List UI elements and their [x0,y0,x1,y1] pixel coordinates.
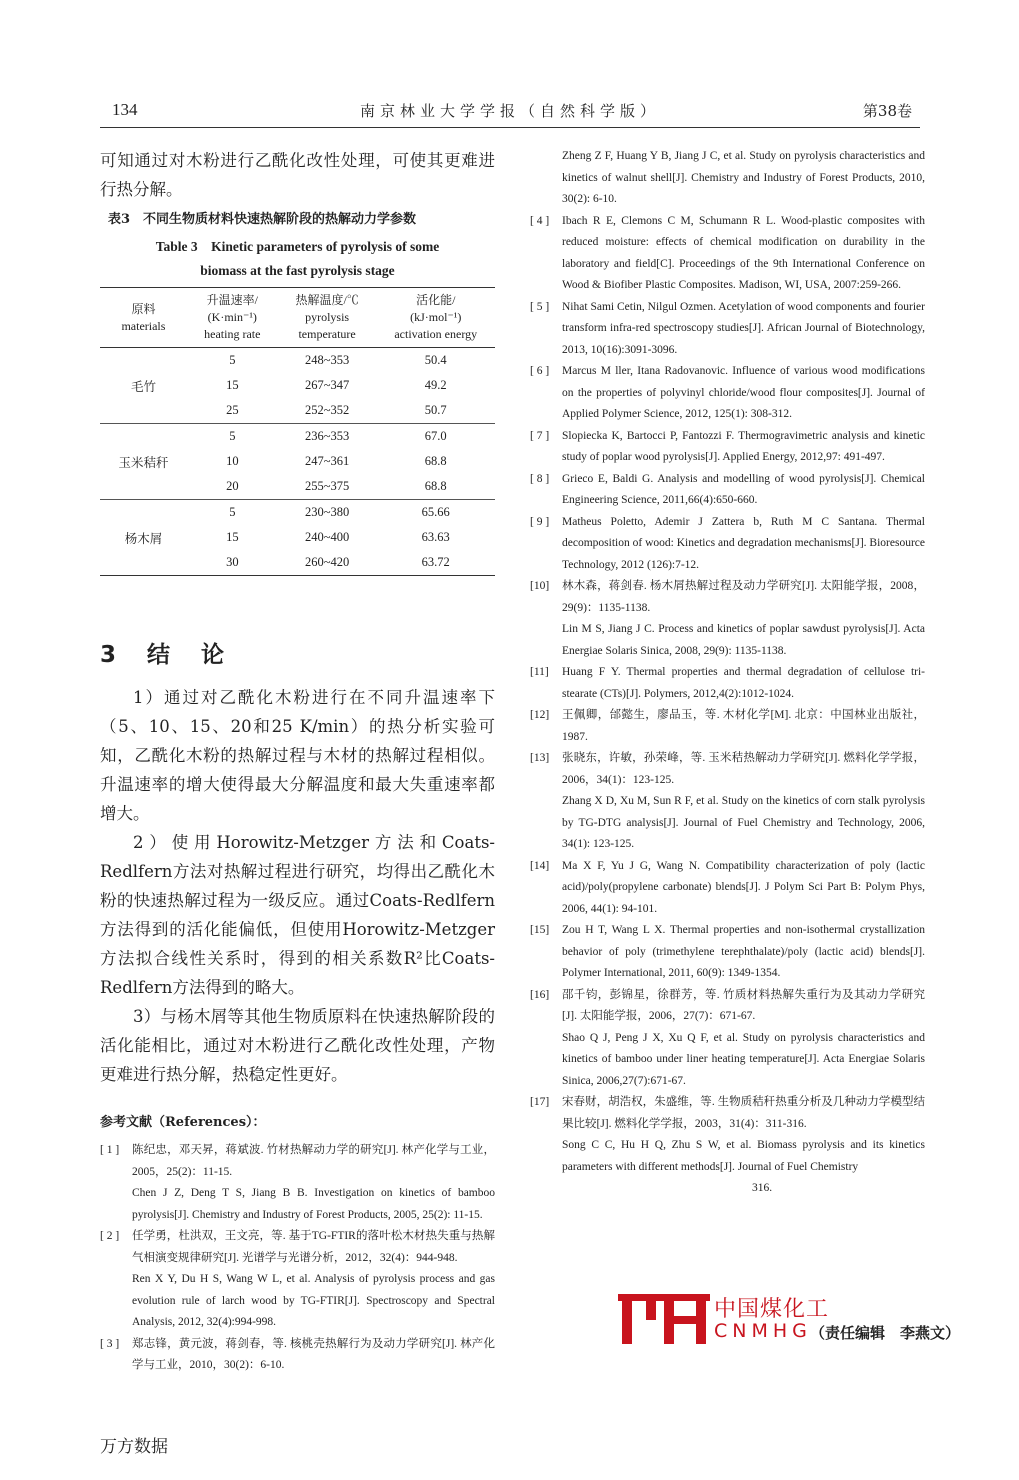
table-cell: 49.2 [424,378,447,392]
reference-item [530,297,925,362]
table-cell: 230~380 [304,505,350,519]
reference-item [100,1226,495,1334]
reference-number: [14] [530,859,550,872]
table-row [100,424,495,450]
reference-item [530,512,925,577]
reference-text-en: Ren X Y, Du H S, Wang W L, et al. Analysis of pyrolysis process and gas evolution rule of larch wood by TG-FTIR[J]. Spectroscopy and Spectral Analysis, 2012, 32(4):994-998. [132,1273,495,1328]
col-header-activation-energy: 活化能/ (kJ·mol⁻¹) activation energy [376,288,495,348]
right-column [530,146,925,1200]
reference-item [530,856,925,921]
intro-paragraph: 可知通过对木粉进行乙酰化改性处理，可使其更难进行热分解。 [100,151,495,199]
material-cell: 玉米秸秆 [100,424,187,500]
table-cell: 260~420 [278,550,377,576]
reference-item [530,576,925,662]
reference-number: [11] [530,666,549,678]
table-cell: 240~400 [304,530,350,544]
footer-watermark: 万方数据 [100,1437,168,1457]
table-cell: 267~347 [304,378,350,392]
col-header-heating-rate: 升温速率/ (K·min⁻¹) heating rate [187,288,278,348]
table-header-row [100,288,495,348]
table-cell: 247~361 [304,454,350,468]
reference-text-en: Song C C, Hu H Q, Zhu S W, et al. Biomass pyrolysis and its kinetics parameters with different methods[J]. Journal of Fuel Chemistry [562,1139,925,1173]
table-cell: 15 [226,378,239,392]
reference-item [530,469,925,512]
table-cell: 50.4 [424,353,447,367]
table-cell: 10 [226,454,239,468]
reference-item [530,920,925,985]
reference-number: [ 2 ] [100,1230,120,1242]
reference-text: 王佩卿，邰懿生，廖品玉，等. 木材化学[M]. 北京：中国林业出版社，1987. [562,709,925,743]
reference-text: 陈纪忠，邓天昇，蒋斌波. 竹材热解动力学的研究[J]. 林产化学与工业，2005，25(2)：11-15. [132,1144,495,1178]
kinetic-parameters-table [100,287,495,576]
logo-text-cn: 中国煤化工 [714,1297,830,1322]
reference-number: [ 6 ] [530,365,550,377]
material-cell: 杨木屑 [100,500,187,576]
reference-text: Nihat Sami Cetin, Nilgul Ozmen. Acetylation of wood components and fourier transform infra-red spectroscopy studies[J]. African Journal of Biotechnology, 2013, 10(16):3091-3096. [562,300,925,356]
reference-number: [10] [530,580,550,592]
reference-number: [ 3 ] [100,1337,120,1350]
table-cell: 5 [229,505,236,519]
table-cell: 68.8 [376,474,495,500]
table-cell: 5 [229,429,236,443]
reference-text: 张晓东，许敏，孙荣峰，等. 玉米秸热解动力学研究[J]. 燃料化学学报，2006，34(1)：123-125. [562,752,925,786]
reference-item [530,705,925,748]
table-cell: 252~352 [278,398,377,424]
table-cell: 63.63 [421,530,450,544]
table-cell: 15 [226,530,239,544]
col-header-material: 原料 materials [100,288,187,348]
reference-text: Ibach R E, Clemons C M, Schumann R L. Wood-plastic composites with reduced moisture: effects of chemical modification on durability in the laboratory and field[C]. Proceedings of the 9th International Conference on Wood & Biofiber Plastic Composites. Madison, WI, USA, 2007:259-266. [562,214,925,291]
table-caption-cn: 表3 不同生物质材料快速热解阶段的热解动力学参数 [108,212,417,227]
reference-text: 林木森，蒋剑春. 杨木屑热解过程及动力学研究[J]. 太阳能学报，2008，29(9)：1135-1138. [562,580,925,614]
reference-item [530,662,925,705]
table-cell: 5 [229,353,236,367]
reference-number: [ 7 ] [530,429,550,442]
conclusion-paragraph: 1）通过对乙酰化木粉进行在不同升温速率下（5、10、15、20和25 K/min）的热分析实验可知，乙酰化木粉的热解过程与木材的热解过程相似。升温速率的增大使得最大分解温度和最大失重速率都增大。 [100,688,495,823]
reference-item [530,748,925,856]
table-row [100,500,495,526]
reference-item [530,985,925,1093]
reference-text: 任学勇，杜洪双，王文亮，等. 基于TG-FTIR的落叶松木材热失重与热解气相演变规律研究[J]. 光谱学与光谱分析，2012，32(4)：944-948. [132,1230,495,1264]
table-cell: 236~353 [304,429,350,443]
reference-item [530,361,925,426]
table-caption-en-line1: Table 3 Kinetic parameters of pyrolysis of some [155,239,440,254]
table-cell: 63.72 [376,550,495,576]
reference-text: Matheus Poletto, Ademir J Zattera b, Ruth M C Santana. Thermal decomposition of wood: Kinetics and degradation mechanisms[J]. Bioresource Technology, 2012 (126):7-12. [562,515,925,571]
reference-item [100,1140,495,1226]
reference-number: [ 9 ] [530,515,550,528]
volume-label: 第38卷 [862,102,912,120]
reference-text: Grieco E, Baldi G. Analysis and modelling of wood pyrolysis[J]. Chemical Engineering Science, 2011,66(4):650-660. [562,472,925,506]
reference-number: [ 4 ] [530,214,550,227]
reference-text: Slopiecka K, Bartocci P, Fantozzi F. Thermogravimetric analysis and kinetic study of poplar wood pyrolysis[J]. Applied Energy, 2012,97: 491-497. [562,429,925,463]
reference-item [530,426,925,469]
table-caption-en-line2: biomass at the fast pyrolysis stage [200,263,395,278]
logo-text-en: CNMHG [714,1320,812,1342]
table-cell: 248~353 [304,353,350,367]
table-cell: 30 [187,550,278,576]
running-header [100,100,920,126]
journal-title: 南京林业大学学报（自然科学版） [359,102,660,120]
table-caption-en [100,235,495,283]
header-rule [100,127,920,128]
editor-note: （责任编辑 李燕文） [810,1324,961,1342]
reference-text: Ma X F, Yu J G, Wang N. Compatibility characterization of poly (lactic acid)/poly(propylene carbonate) blends[J]. J Polym Sci Part B: Polym Phys, 2006, 44(1): 94-101. [562,859,925,915]
reference-text: 郑志锋，黄元波，蒋剑春，等. 核桃壳热解行为及动力学研究[J]. 林产化学与工业，2010，30(2)：6-10. [132,1337,495,1371]
conclusion-paragraph: 2）使用Horowitz-Metzger方法和Coats-Redlfern方法对热解过程进行研究，均得出乙酰化木粉的快速热解过程为一级反应。通过Coats-Redlfern方法得到的活化能偏低，但使用Horowitz-Metzger方法拟合线性关系时，得到的相关系数R²比Coats-Redlfern方法得到的略大。 [100,833,495,997]
table-cell: 255~375 [278,474,377,500]
reference-text-en: Shao Q J, Peng J X, Xu Q F, et al. Study on pyrolysis characteristics and kinetics of bamboo under liner heating temperature[J]. Acta Energiae Solaris Sinica, 2006,27(7):671-67. [562,1031,925,1087]
right-reference-list [530,211,925,1200]
reference-text: 邵千钧，彭锦星，徐群芳，等. 竹质材料热解失重行为及其动力学研究[J]. 太阳能学报，2006，27(7)：671-67. [562,988,925,1022]
page-number: 134 [112,100,138,119]
reference-number: [15] [530,924,550,936]
left-column [100,146,495,1377]
reference-text: Marcus M ller, Itana Radovanovic. Influence of various wood modifications on the properties of polyvinyl chloride/wood flour composites[J]. Journal of Applied Polymer Science, 2012, 125(1): 308-312. [562,365,925,420]
material-cell: 毛竹 [100,348,187,424]
reference-item [530,211,925,297]
reference-item [100,1334,495,1377]
col-header-temperature: 热解温度/℃ pyrolysis temperature [278,288,377,348]
cnmhg-logo-mark [618,1290,710,1346]
reference-text-en: Zhang X D, Xu M, Sun R F, et al. Study on the kinetics of corn stalk pyrolysis by TG-DTG analysis[J]. Journal of Fuel Chemistry and Technology, 2006, 34(1): 123-125. [562,795,925,850]
reference-number: [17] [530,1096,550,1108]
reference-text: 宋春财，胡浩权，朱盛维，等. 生物质秸秆热重分析及几种动力学模型结果比较[J]. 燃料化学学报，2003，31(4)：311-316. [562,1096,925,1130]
reference-text-en: Lin M S, Jiang J C. Process and kinetics of poplar sawdust pyrolysis[J]. Acta Energiae Solaris Sinica, 2008, 29(9): 1135-1138. [562,623,925,657]
table-cell: 67.0 [424,429,447,443]
reference-number: [12] [530,709,550,721]
reference-item [530,1092,925,1200]
section-heading: 3 结 论 [100,642,229,668]
table-cell: 65.66 [421,505,450,519]
references-heading: 参考文献（References）： [100,1115,266,1130]
reference-number: [ 1 ] [100,1144,120,1156]
table-cell: 20 [187,474,278,500]
reference-number: [ 8 ] [530,472,550,485]
conclusion-paragraph: 3）与杨木屑等其他生物质原料在快速热解阶段的活化能相比，通过对木粉进行乙酰化改性处理，产物更难进行热分解，热稳定性更好。 [100,1007,495,1084]
table-cell: 68.8 [424,454,447,468]
reference-text-en: Chen J Z, Deng T S, Jiang B B. Investigation on kinetics of bamboo pyrolysis[J]. Chemistry and Industry of Forest Products, 2005, 25(2): 11-15. [132,1187,495,1221]
reference-number: [16] [530,988,550,1001]
reference-continuation: Zheng Z F, Huang Y B, Jiang J C, et al. Study on pyrolysis characteristics and kinetics of walnut shell[J]. Chemistry and Industry of Forest Products, 2010, 30(2): 6-10. [562,150,925,205]
reference-number: [13] [530,752,550,764]
reference-number: [ 5 ] [530,300,550,313]
table-cell: 50.7 [376,398,495,424]
reference-text: Huang F Y. Thermal properties and thermal degradation of cellulose tri-stearate (CTs)[J]. Polymers, 2012,4(2):1012-1024. [562,666,925,700]
table-cell: 25 [187,398,278,424]
reference-tail: 316. [752,1182,773,1194]
table-row [100,348,495,374]
reference-text: Zou H T, Wang L X. Thermal properties and non-isothermal crystallization behavior of poly (trimethylene terephthalate)/poly (lactic acid) blends[J]. Polymer International, 2011, 60(9): 1349-1354. [562,924,925,979]
